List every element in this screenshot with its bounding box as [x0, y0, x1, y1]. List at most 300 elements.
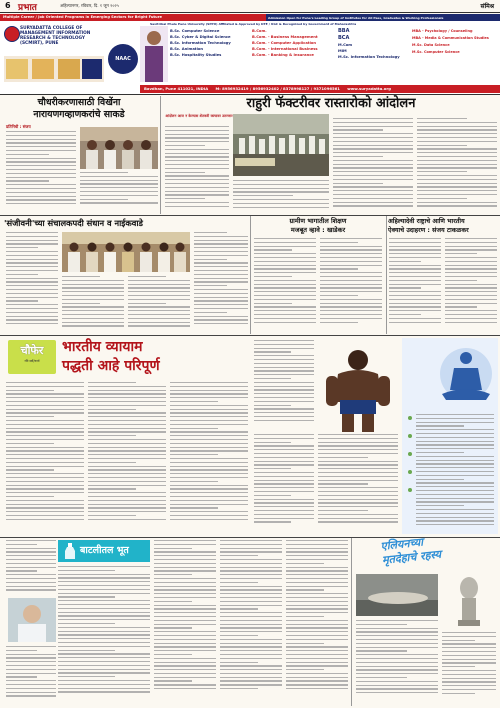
- text-line: [58, 676, 115, 677]
- text-line: [356, 658, 438, 659]
- text-line: [6, 496, 54, 497]
- text-line: [318, 510, 368, 511]
- text-line: [58, 577, 150, 578]
- text-line: [233, 199, 329, 200]
- text-line: [318, 464, 398, 465]
- text-line: [88, 424, 166, 425]
- text-line: [442, 659, 496, 660]
- text-line: [88, 450, 166, 451]
- text-line: [165, 179, 229, 180]
- text-line: [220, 646, 282, 647]
- text-line: [445, 238, 497, 239]
- text-line: [6, 420, 84, 421]
- text-line: [58, 619, 150, 620]
- text-line: [356, 669, 438, 670]
- rahuri-photo: [233, 114, 329, 176]
- text-line: [356, 685, 438, 686]
- text-line: [286, 669, 324, 670]
- text-line: [128, 295, 190, 296]
- ad-address-bar: [140, 85, 500, 93]
- ad-phones: M: 8956932419 / 8956932402 / 8378998127 / 9371096561: [215, 86, 340, 91]
- text-line: [254, 397, 314, 398]
- text-line: [286, 643, 324, 644]
- student-figure: [140, 26, 168, 82]
- text-line: [389, 280, 441, 281]
- text-line: [58, 669, 150, 670]
- text-line: [445, 261, 497, 262]
- text-line: [170, 504, 248, 505]
- text-line: [6, 177, 76, 178]
- text-line: [6, 196, 76, 197]
- text-line: [254, 246, 316, 247]
- text-line: [286, 662, 348, 663]
- text-line: [254, 310, 316, 311]
- text-line: [416, 505, 464, 506]
- text-line: [80, 183, 158, 184]
- course-item: MBA - Psychology / Counseling: [412, 29, 473, 33]
- text-line: [165, 168, 229, 169]
- text-line: [80, 187, 158, 188]
- text-line: [6, 173, 76, 174]
- text-line: [286, 586, 348, 587]
- text-line: [62, 303, 100, 304]
- text-line: [333, 126, 413, 127]
- text-line: [6, 447, 84, 448]
- text-line: [6, 397, 84, 398]
- text-line: [58, 596, 115, 597]
- text-line: [220, 544, 282, 545]
- text-line: [254, 461, 314, 462]
- text-line: [154, 597, 216, 598]
- text-line: [286, 608, 348, 609]
- text-line: [88, 469, 166, 470]
- text-line: [58, 646, 150, 647]
- text-line: [194, 293, 248, 294]
- course-column-3: [338, 28, 408, 60]
- text-line: [254, 457, 314, 458]
- text-line: [80, 172, 128, 173]
- text-line: [286, 646, 348, 647]
- text-line: [170, 469, 248, 470]
- text-line: [233, 188, 329, 189]
- text-line: [445, 291, 497, 292]
- text-line: [154, 612, 216, 613]
- text-line: [417, 190, 497, 191]
- text-line: [445, 295, 497, 296]
- text-line: [286, 631, 348, 632]
- text-line: [286, 570, 348, 571]
- text-line: [6, 274, 38, 275]
- text-line: [442, 647, 496, 648]
- text-line: [356, 662, 438, 663]
- text-line: [6, 582, 56, 583]
- text-line: [6, 236, 58, 237]
- text-line: [194, 316, 248, 317]
- text-line: [445, 249, 497, 250]
- text-line: [389, 310, 441, 311]
- text-line: [416, 475, 494, 476]
- text-line: [170, 485, 248, 486]
- text-line: [254, 499, 314, 500]
- text-line: [445, 257, 497, 258]
- text-line: [333, 190, 413, 191]
- text-line: [445, 265, 497, 266]
- rahuri-body-col3: [333, 118, 413, 214]
- text-line: [416, 433, 494, 434]
- text-line: [6, 180, 49, 181]
- text-line: [286, 635, 348, 636]
- emission-headline: [380, 528, 500, 568]
- text-line: [6, 266, 58, 267]
- text-line: [6, 688, 56, 689]
- text-line: [417, 137, 497, 138]
- text-line: [220, 654, 282, 655]
- text-line: [165, 191, 229, 192]
- rahuri-body-col1: [165, 126, 229, 214]
- emission-title-line1: एलियनच्या: [380, 535, 424, 553]
- text-line: [356, 666, 438, 667]
- text-line: [6, 650, 37, 651]
- text-line: [320, 287, 382, 288]
- text-line: [416, 494, 494, 495]
- text-line: [88, 507, 166, 508]
- text-line: [318, 506, 398, 507]
- text-line: [220, 567, 282, 568]
- text-line: [320, 291, 382, 292]
- text-line: [254, 416, 314, 417]
- ahilya-title-line2: ऐक्याचे उदाहरण : संजय टाकळकर: [388, 227, 469, 234]
- text-line: [416, 429, 494, 430]
- text-line: [154, 669, 216, 670]
- text-line: [6, 665, 56, 666]
- text-line: [6, 393, 84, 394]
- text-line: [6, 278, 58, 279]
- text-line: [254, 491, 314, 492]
- text-line: [6, 676, 37, 677]
- text-line: [6, 405, 84, 406]
- text-line: [389, 253, 441, 254]
- gramin-headline: [253, 217, 383, 235]
- page-number: 6: [5, 1, 11, 10]
- text-line: [389, 249, 441, 250]
- text-line: [6, 390, 54, 391]
- chaudhari-headline: [4, 97, 154, 121]
- text-line: [128, 322, 190, 323]
- text-line: [62, 325, 124, 326]
- text-line: [88, 386, 166, 387]
- alien-body-photo: [356, 574, 438, 616]
- text-line: [170, 397, 248, 398]
- text-line: [80, 195, 158, 196]
- text-line: [58, 642, 150, 643]
- course-item: M.Sc. Data Science: [412, 43, 450, 47]
- text-line: [254, 442, 291, 443]
- text-line: [320, 306, 382, 307]
- text-line: [333, 202, 413, 203]
- text-line: [194, 247, 248, 248]
- text-line: [154, 627, 192, 628]
- text-line: [154, 589, 216, 590]
- text-line: [220, 578, 282, 579]
- text-line: [333, 167, 413, 168]
- text-line: [88, 420, 166, 421]
- batli-body-col2: [58, 566, 150, 704]
- text-line: [417, 156, 497, 157]
- text-line: [170, 443, 248, 444]
- text-line: [254, 449, 314, 450]
- text-line: [333, 164, 413, 165]
- batli-body-col5: [286, 540, 348, 704]
- text-line: [286, 563, 324, 564]
- text-line: [389, 261, 421, 262]
- text-line: [416, 471, 494, 472]
- text-line: [88, 397, 166, 398]
- text-line: [389, 314, 421, 315]
- sanjivani-body-col4: [194, 232, 248, 332]
- rahuri-body-col4: [417, 118, 497, 214]
- text-line: [417, 198, 467, 199]
- text-line: [220, 551, 282, 552]
- text-line: [254, 261, 316, 262]
- text-line: [445, 287, 497, 288]
- gramin-title-line2: मजबूत व्हावे : खाडेकर: [290, 226, 346, 234]
- text-line: [88, 458, 166, 459]
- text-line: [254, 521, 291, 522]
- text-line: [6, 300, 38, 301]
- text-line: [220, 608, 258, 609]
- text-line: [6, 289, 58, 290]
- text-line: [6, 511, 84, 512]
- text-line: [220, 669, 282, 670]
- text-line: [62, 284, 124, 285]
- text-line: [445, 318, 497, 319]
- text-line: [254, 253, 316, 254]
- text-line: [318, 457, 368, 458]
- text-line: [254, 249, 292, 250]
- text-line: [128, 291, 190, 292]
- text-line: [417, 167, 497, 168]
- text-line: [194, 323, 248, 324]
- text-line: [254, 280, 316, 281]
- text-line: [165, 134, 229, 135]
- text-line: [286, 605, 348, 606]
- text-line: [128, 306, 190, 307]
- text-line: [254, 299, 316, 300]
- text-line: [233, 180, 329, 181]
- text-line: [170, 462, 248, 463]
- text-line: [6, 477, 84, 478]
- text-line: [6, 515, 84, 516]
- text-line: [416, 498, 494, 499]
- text-line: [417, 118, 467, 119]
- athlete-illustration: [318, 340, 398, 432]
- text-line: [417, 194, 497, 195]
- text-line: [58, 612, 150, 613]
- text-line: [58, 581, 150, 582]
- text-line: [286, 616, 324, 617]
- text-line: [128, 303, 166, 304]
- text-line: [417, 141, 497, 142]
- text-line: [445, 268, 497, 269]
- course-item: B.Com. - Computer Application: [252, 41, 317, 45]
- text-line: [254, 378, 291, 379]
- text-line: [356, 681, 438, 682]
- text-line: [286, 582, 348, 583]
- text-line: [286, 680, 348, 681]
- text-line: [286, 665, 348, 666]
- text-line: [170, 431, 248, 432]
- text-line: [6, 281, 58, 282]
- text-line: [6, 146, 76, 147]
- text-line: [194, 243, 248, 244]
- text-line: [6, 570, 37, 571]
- text-line: [442, 643, 496, 644]
- text-line: [445, 310, 497, 311]
- text-line: [416, 486, 494, 487]
- text-line: [254, 382, 314, 383]
- section-name: संमिश्र: [480, 3, 494, 10]
- text-line: [254, 303, 292, 304]
- batli-body-col4: [220, 540, 282, 704]
- text-line: [220, 620, 282, 621]
- text-line: [165, 202, 229, 203]
- text-line: [165, 130, 229, 131]
- text-line: [220, 605, 282, 606]
- text-line: [62, 299, 124, 300]
- text-line: [416, 524, 494, 525]
- text-line: [286, 544, 348, 545]
- sanjivani-body-col2: [62, 276, 124, 332]
- text-line: [88, 477, 166, 478]
- text-line: [318, 453, 398, 454]
- text-line: [194, 289, 248, 290]
- text-line: [254, 480, 314, 481]
- text-line: [58, 593, 150, 594]
- text-line: [165, 164, 229, 165]
- text-line: [170, 447, 248, 448]
- text-line: [165, 198, 205, 199]
- text-line: [254, 265, 316, 266]
- text-line: [154, 680, 192, 681]
- text-line: [62, 295, 124, 296]
- text-line: [417, 129, 497, 130]
- text-line: [416, 437, 494, 438]
- ahilya-headline: [388, 217, 498, 235]
- text-line: [220, 627, 282, 628]
- text-line: [170, 428, 218, 429]
- text-line: [6, 262, 58, 263]
- text-line: [154, 631, 216, 632]
- text-line: [320, 249, 382, 250]
- text-line: [318, 476, 398, 477]
- chaufer-title-line2: पद्धती आहे परिपूर्ण: [62, 358, 160, 374]
- text-line: [165, 187, 229, 188]
- text-line: [6, 574, 56, 575]
- text-line: [6, 586, 56, 587]
- text-line: [154, 551, 216, 552]
- text-line: [254, 445, 314, 446]
- text-line: [254, 502, 314, 503]
- batli-title: बाटलीतल भूत: [80, 545, 129, 556]
- text-line: [442, 640, 475, 641]
- text-line: [62, 287, 124, 288]
- text-line: [165, 145, 205, 146]
- alien-photo: [356, 574, 438, 616]
- text-line: [333, 152, 413, 153]
- text-line: [442, 674, 496, 675]
- text-line: [445, 242, 497, 243]
- course-column-2: [252, 28, 332, 58]
- text-line: [6, 199, 76, 200]
- text-line: [333, 171, 413, 172]
- text-line: [389, 287, 421, 288]
- text-line: [88, 454, 166, 455]
- text-line: [356, 628, 438, 629]
- text-line: [220, 589, 282, 590]
- text-line: [88, 431, 166, 432]
- text-line: [417, 164, 497, 165]
- text-line: [220, 680, 282, 681]
- text-line: [165, 126, 229, 127]
- chaudhari-body-2: [80, 172, 158, 212]
- text-line: [58, 661, 150, 662]
- text-line: [6, 504, 84, 505]
- course-item: M.Com: [338, 43, 353, 47]
- text-line: [286, 578, 348, 579]
- text-line: [356, 647, 438, 648]
- text-line: [6, 165, 76, 166]
- text-line: [254, 291, 316, 292]
- text-line: [6, 386, 84, 387]
- text-line: [6, 555, 56, 556]
- text-line: [320, 295, 358, 296]
- text-line: [417, 133, 497, 134]
- text-line: [220, 658, 282, 659]
- text-line: [6, 669, 56, 670]
- text-line: [220, 662, 258, 663]
- text-line: [333, 118, 413, 119]
- text-line: [165, 141, 229, 142]
- text-line: [58, 615, 150, 616]
- text-line: [254, 506, 314, 507]
- text-line: [154, 567, 216, 568]
- text-line: [416, 414, 494, 415]
- text-line: [6, 154, 49, 155]
- text-line: [6, 188, 76, 189]
- text-line: [333, 148, 413, 149]
- text-line: [6, 131, 76, 132]
- text-line: [333, 183, 383, 184]
- text-line: [88, 504, 166, 505]
- text-line: [194, 251, 248, 252]
- alien-figure-photo: [442, 574, 496, 628]
- text-line: [170, 439, 248, 440]
- course-item: B.Com. - Banking & Insurance: [252, 53, 314, 57]
- text-line: [170, 488, 248, 489]
- text-line: [128, 284, 190, 285]
- emission-body-col2: [442, 632, 496, 704]
- bottle-icon: [62, 543, 78, 559]
- text-line: [170, 454, 218, 455]
- text-line: [6, 259, 58, 260]
- text-line: [417, 160, 497, 161]
- text-line: [318, 499, 398, 500]
- text-line: [320, 314, 382, 315]
- text-line: [58, 600, 150, 601]
- text-line: [220, 643, 282, 644]
- text-line: [389, 299, 441, 300]
- text-line: [286, 567, 348, 568]
